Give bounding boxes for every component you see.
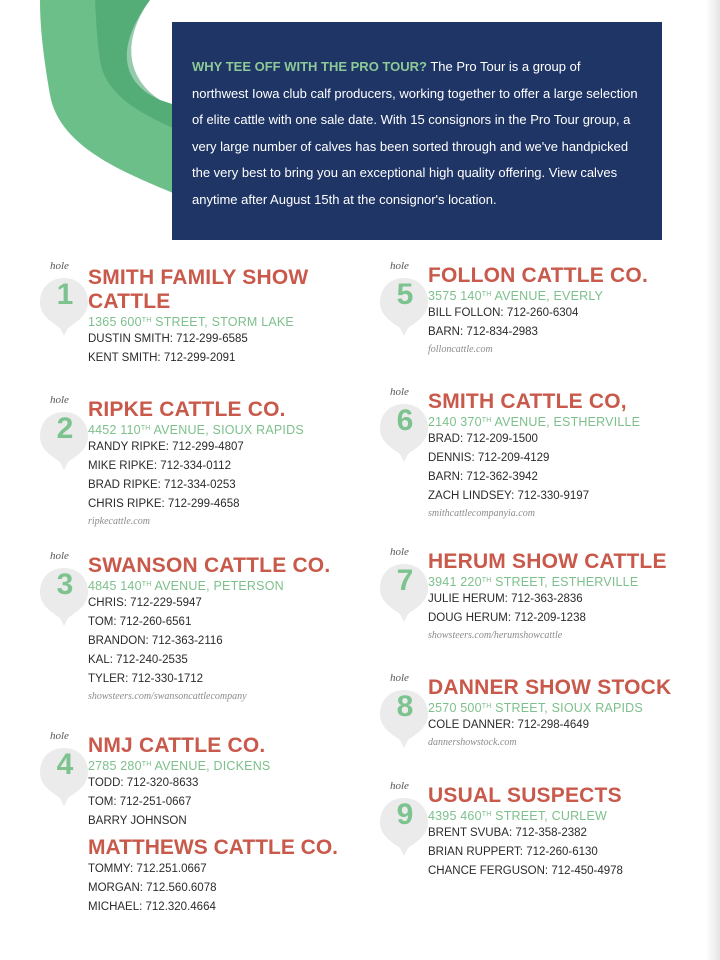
consignor-entry-9: [378, 780, 678, 884]
consignor-entry-3: [38, 550, 338, 704]
page-edge-shadow: [706, 0, 720, 960]
hole-label: hole: [390, 672, 409, 684]
contact-line: TOM: 712-260-6561: [88, 616, 192, 628]
contact-line: CHANCE FERGUSON: 712-450-4978: [428, 865, 623, 877]
contact-line: COLE DANNER: 712-298-4649: [428, 719, 590, 731]
contact-line: TOMMY: 712.251.0667: [88, 863, 207, 875]
contact-line: BARN: 712-834-2983: [428, 326, 538, 338]
contact-line: CHRIS RIPKE: 712-299-4658: [88, 498, 240, 510]
website-link[interactable]: dannershowstock.com: [428, 737, 517, 748]
hole-label: hole: [390, 780, 409, 792]
contact-line: BRIAN RUPPERT: 712-260-6130: [428, 846, 598, 858]
website-link[interactable]: folloncattle.com: [428, 344, 493, 355]
contact-list: [88, 860, 217, 917]
consignor-name: SWANSON CATTLE CO.: [88, 554, 331, 577]
green-ribbon-decoration: [0, 0, 190, 200]
contact-line: TYLER: 712-330-1712: [88, 673, 204, 685]
consignor-name: DANNER SHOW STOCK: [428, 676, 672, 699]
contact-line: BILL FOLLON: 712-260-6304: [428, 307, 579, 319]
contact-line: CHRIS: 712-229-5947: [88, 597, 202, 609]
contact-list: [428, 430, 589, 522]
consignor-address: 1365 600TH STREET, STORM LAKE: [88, 315, 294, 329]
hole-number: 2: [56, 412, 74, 445]
consignor-address: 4845 140TH AVENUE, PETERSON: [88, 579, 284, 593]
website-link[interactable]: showsteers.com/herumshowcattle: [428, 630, 563, 641]
contact-list: [88, 774, 198, 831]
contact-line: BRENT SVUBA: 712-358-2382: [428, 827, 587, 839]
contact-line: DENNIS: 712-209-4129: [428, 452, 550, 464]
hole-number: 3: [56, 568, 74, 601]
consignor-address: 2140 370TH AVENUE, ESTHERVILLE: [428, 415, 641, 429]
consignor-entry-4: [38, 730, 338, 834]
hole-label: hole: [50, 550, 69, 562]
consignor-entry-2: [38, 394, 338, 528]
contact-line: BARRY JOHNSON: [88, 815, 187, 827]
contact-line: ZACH LINDSEY: 712-330-9197: [428, 490, 590, 502]
intro-body: The Pro Tour is a group of northwest Iowa club calf producers, working together to offer a large selection of elite cattle with one sale date. With 15 consignors in the Pro Tour group, a very large number of calves has been sorted through and we've handpicked the very best to bring you an exceptional high quality offering. View calves anytime after August 15th at the consignor's location.: [192, 59, 638, 207]
contact-line: BRANDON: 712-363-2116: [88, 635, 223, 647]
consignor-name: SMITH CATTLE CO,: [428, 390, 627, 413]
hole-number: 1: [56, 278, 74, 311]
contact-line: BARN: 712-362-3942: [428, 471, 538, 483]
consignor-address: 4395 460TH STREET, CURLEW: [428, 809, 607, 823]
hole-label: hole: [50, 260, 69, 272]
contact-line: KAL: 712-240-2535: [88, 654, 188, 666]
consignor-name: SMITH FAMILY SHOW CATTLE: [88, 266, 309, 313]
contact-list: [428, 716, 589, 751]
consignor-name-matthews: MATTHEWS CATTLE CO.: [88, 836, 339, 859]
hole-label: hole: [50, 394, 69, 406]
contact-line: MICHAEL: 712.320.4664: [88, 901, 216, 913]
hole-number: 7: [396, 564, 414, 597]
hole-number: 9: [396, 798, 414, 831]
contact-line: MIKE RIPKE: 712-334-0112: [88, 460, 231, 472]
contact-list: [88, 330, 248, 368]
consignor-address: 3941 220TH STREET, ESTHERVILLE: [428, 575, 639, 589]
hole-number: 8: [396, 690, 414, 723]
contact-line: TOM: 712-251-0667: [88, 796, 192, 808]
intro-heading: WHY TEE OFF WITH THE PRO TOUR?: [192, 59, 427, 74]
consignor-name: RIPKE CATTLE CO.: [88, 398, 286, 421]
consignor-name: FOLLON CATTLE CO.: [428, 264, 648, 287]
consignor-address: 4452 110TH AVENUE, SIOUX RAPIDS: [88, 423, 304, 437]
contact-line: KENT SMITH: 712-299-2091: [88, 352, 236, 364]
contact-list: [428, 304, 578, 358]
consignor-entry-1: [38, 260, 338, 374]
contact-line: BRAD RIPKE: 712-334-0253: [88, 479, 236, 491]
contact-list: [428, 824, 623, 881]
contact-list: [428, 590, 586, 644]
website-link[interactable]: showsteers.com/swansoncattlecompany: [88, 691, 247, 702]
consignor-entry-5: [378, 260, 678, 364]
consignor-entry-8: [378, 672, 678, 766]
contact-list: [88, 438, 244, 530]
contact-line: DOUG HERUM: 712-209-1238: [428, 612, 586, 624]
consignor-entry-6: [378, 386, 678, 520]
hole-label: hole: [390, 260, 409, 272]
website-link[interactable]: smithcattlecompanyia.com: [428, 508, 535, 519]
consignor-name: USUAL SUSPECTS: [428, 784, 622, 807]
hole-number: 4: [56, 748, 74, 781]
contact-line: DUSTIN SMITH: 712-299-6585: [88, 333, 248, 345]
contact-line: JULIE HERUM: 712-363-2836: [428, 593, 583, 605]
contact-line: BRAD: 712-209-1500: [428, 433, 538, 445]
contact-line: RANDY RIPKE: 712-299-4807: [88, 441, 244, 453]
contact-line: TODD: 712-320-8633: [88, 777, 199, 789]
consignor-address: 3575 140TH AVENUE, EVERLY: [428, 289, 604, 303]
hole-label: hole: [50, 730, 69, 742]
consignor-name: NMJ CATTLE CO.: [88, 734, 266, 757]
contact-line: MORGAN: 712.560.6078: [88, 882, 217, 894]
contact-list: [88, 594, 247, 705]
consignor-address: 2570 500TH STREET, SIOUX RAPIDS: [428, 701, 643, 715]
consignor-name: HERUM SHOW CATTLE: [428, 550, 667, 573]
consignor-address: 2785 280TH AVENUE, DICKENS: [88, 759, 271, 773]
hole-label: hole: [390, 386, 409, 398]
website-link[interactable]: ripkecattle.com: [88, 516, 150, 527]
intro-box: [172, 22, 662, 240]
hole-label: hole: [390, 546, 409, 558]
hole-number: 6: [396, 404, 414, 437]
hole-number: 5: [396, 278, 414, 311]
consignor-entry-7: [378, 546, 678, 650]
